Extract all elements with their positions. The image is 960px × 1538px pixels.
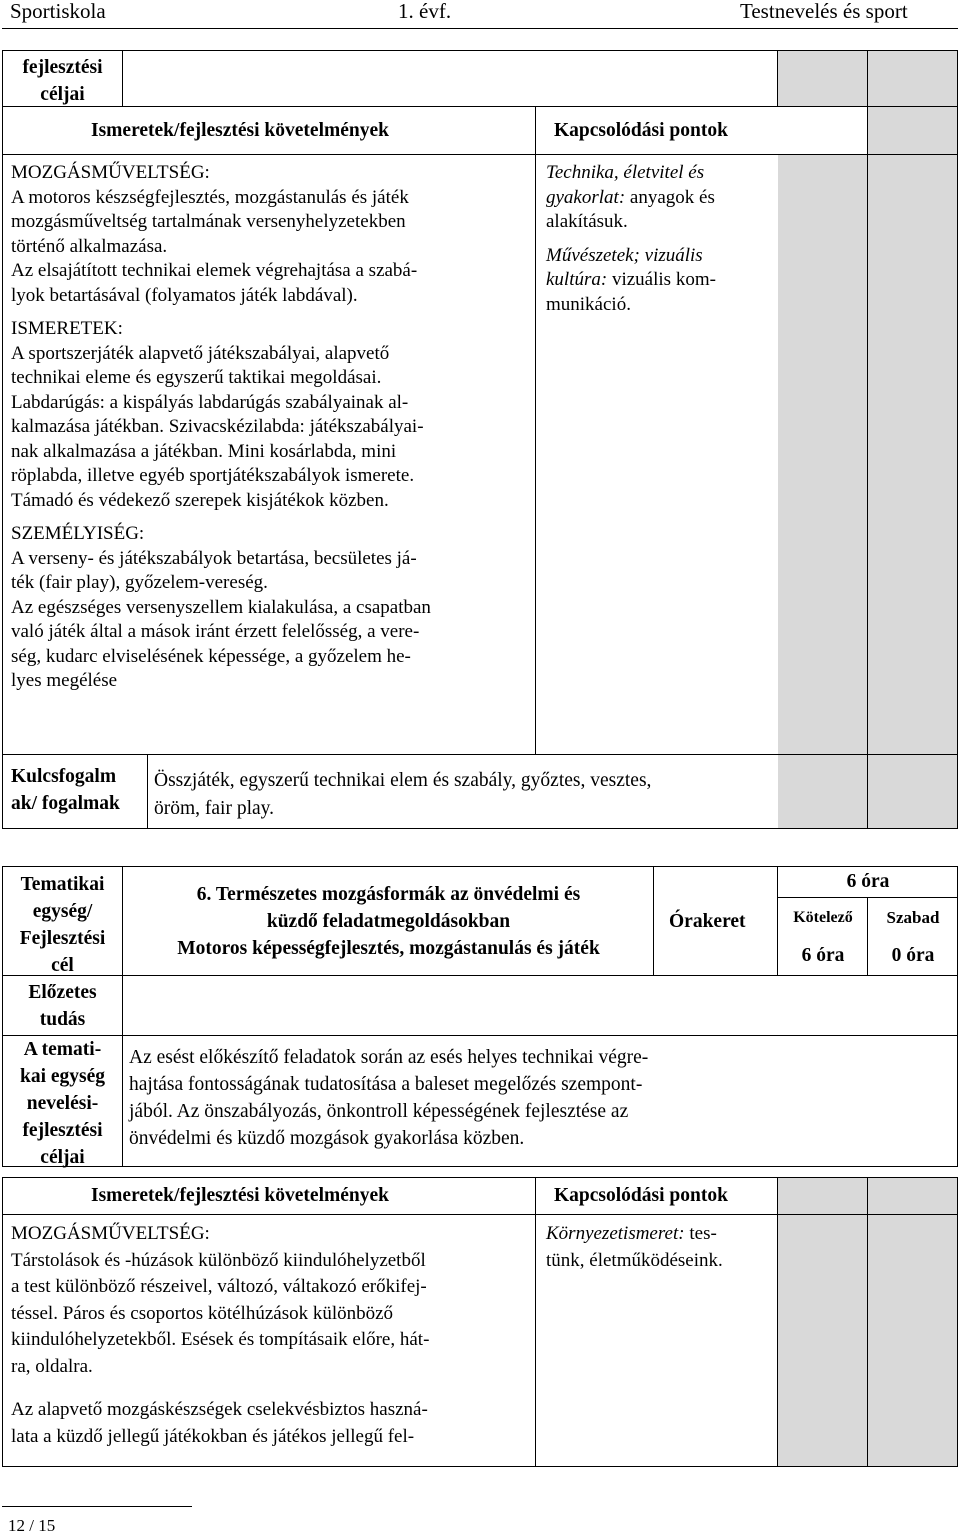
unit1-knowledge-line: Labdarúgás: a kispályás labdarúgás szabályainak al- — [11, 391, 409, 413]
unit1-knowledge-line: A sportszerjáték alapvető játékszabályai, alapvető — [11, 342, 390, 364]
unit2-motor2-line: Az alapvető mozgáskészségek cselekvésbiztos haszná- — [11, 1399, 428, 1420]
unit2-free-label: Szabad — [886, 908, 940, 927]
unit2-label-cell — [2, 866, 123, 976]
unit2-prior-content-cell — [123, 976, 958, 1036]
unit2-label-line: Fejlesztési — [19, 928, 106, 949]
unit2-motor-line: a test különböző részeivel, változó, váltakozó erőkifej- — [11, 1276, 427, 1297]
unit1-conn1-line: gyakorlat: — [546, 186, 626, 208]
unit1-knowledge-title: ISMERETEK: — [11, 318, 123, 339]
unit1-conn2-line: munikáció. — [546, 293, 631, 315]
unit2-title-line: küzdő feladatmegoldásokban — [266, 911, 511, 932]
unit1-goals-label-cell — [2, 50, 123, 107]
unit1-key-text-cell — [148, 755, 778, 829]
unit1-key-label-line: Kulcsfogalm — [11, 766, 117, 787]
unit2-motor-line: Társtolások és -húzások különböző kiindulóhelyzetből — [11, 1249, 426, 1271]
gray-cell — [868, 155, 958, 755]
header-year: 1. évf. — [398, 0, 452, 23]
unit1-conn1-line: Technika, életvitel és — [546, 162, 705, 183]
unit2-conn-line: tünk, életműködéseink. — [546, 1249, 723, 1271]
unit2-conn-header: Kapcsolódási pontok — [554, 1185, 728, 1206]
unit1-motor-line: A motoros készségfejlesztés, mozgástanulás és játék — [11, 186, 409, 208]
unit2-label-line: cél — [51, 955, 74, 976]
gray-cell — [868, 755, 958, 829]
gray-cell — [868, 1177, 958, 1215]
unit2-mandatory-label: Kötelező — [793, 909, 853, 926]
unit1-conn2-line: Művészetek; vizuális — [546, 244, 703, 266]
unit2-motor2-line: lata a küzdő jellegű játékokban és játékos jellegű fel- — [11, 1425, 415, 1447]
unit1-personality-line: ség, kudarc elviselésének képessége, a győzelem he- — [11, 645, 411, 667]
unit1-knowledge-line: kalmazása játékban. Szivacskézilabda: játékszabályai- — [11, 416, 424, 437]
unit2-motor-title: MOZGÁSMŰVELTSÉG: — [11, 1223, 210, 1244]
footer-rule — [2, 1506, 192, 1507]
unit2-label-line: Tematikai — [20, 874, 105, 895]
unit1-personality-line: lyes megélése — [11, 670, 118, 691]
unit2-req-header: Ismeretek/fejlesztési követelmények — [91, 1185, 389, 1206]
unit1-req-header: Ismeretek/fejlesztési követelmények — [91, 120, 389, 141]
unit2-free-cell — [868, 898, 958, 976]
unit2-prior-label-line: tudás — [39, 1009, 86, 1030]
unit1-goals-content-cell — [123, 50, 778, 107]
unit2-motor-line: ra, oldalra. — [11, 1355, 93, 1377]
unit2-mandatory-hours: 6 óra — [801, 945, 845, 966]
unit1-conn2-line: vizuális kom- — [607, 269, 716, 290]
unit1-motor-line: történő alkalmazása. — [11, 235, 168, 257]
unit2-req-header-cell — [2, 1177, 536, 1215]
unit2-goals-line: önvédelmi és küzdő mozgások gyakorlása közben. — [129, 1128, 525, 1149]
unit2-goals-line: Az esést előkészítő feladatok során az esés helyes technikai végre- — [129, 1047, 649, 1068]
unit1-knowledge-line: röplabda, illetve egyéb sportjátékszabályok ismerete. — [11, 465, 415, 486]
unit2-conn-header-cell — [536, 1177, 778, 1215]
unit2-goals-line: jából. Az önszabályozás, önkontroll képességének fejlesztése az — [129, 1101, 629, 1122]
unit2-label-line: egység/ — [32, 901, 93, 922]
header-subject: Testnevelés és sport — [740, 0, 908, 23]
unit2-frame-label: Órakeret — [669, 911, 746, 932]
unit2-free-hours: 0 óra — [891, 945, 935, 966]
unit2-conn-line: Környezetismeret: — [546, 1223, 685, 1244]
unit1-motor-line: lyok betartásával (folyamatos játék labdával). — [11, 284, 358, 306]
gray-cell — [778, 1177, 868, 1215]
unit2-req-content-cell — [2, 1215, 536, 1467]
gray-cell — [868, 1215, 958, 1467]
grid-cell — [778, 107, 868, 155]
unit2-goals-label-line: nevelési- — [26, 1093, 99, 1114]
unit2-title-line: 6. Természetes mozgásformák az önvédelmi és — [196, 884, 581, 905]
unit1-personality-line: Az egészséges versenyszellem kialakulása, a csapatban — [11, 596, 431, 618]
unit2-title-line: Motoros képességfejlesztés, mozgástanulás és játék — [177, 938, 600, 959]
gray-cell — [868, 50, 958, 107]
unit1-key-text-line: Összjáték, egyszerű technikai elem és szabály, győztes, vesztes, — [154, 770, 652, 791]
unit1-personality-title: SZEMÉLYISÉG: — [11, 523, 145, 544]
unit2-frame-cell — [654, 866, 778, 976]
unit2-goals-label-line: kai egység — [19, 1066, 106, 1087]
unit1-personality-line: A verseny- és játékszabályok betartása, becsületes já- — [11, 547, 417, 569]
unit2-goals-label-cell — [2, 1036, 123, 1167]
unit2-motor-line: téssel. Páros és csoportos kötélhúzások különböző — [11, 1302, 394, 1324]
unit1-knowledge-line: nak alkalmazása a játékban. Mini kosárlabda, mini — [11, 440, 397, 462]
unit1-motor-line: Az elsajátított technikai elemek végrehajtása a szabá- — [11, 260, 418, 281]
unit2-goals-content-cell — [123, 1036, 958, 1167]
unit1-motor-title: MOZGÁSMŰVELTSÉG: — [11, 162, 210, 183]
unit2-prior-label-line: Előzetes — [28, 982, 97, 1003]
header-school: Sportiskola — [10, 0, 106, 23]
unit1-req-header-cell — [2, 107, 536, 155]
unit1-conn-content-cell — [536, 155, 778, 755]
unit1-key-label-line: ak/ fogalmak — [11, 793, 120, 814]
gray-cell — [868, 107, 958, 155]
gray-cell — [778, 50, 868, 107]
gray-cell — [778, 155, 868, 755]
unit1-conn1-line: alakításuk. — [546, 211, 628, 232]
unit2-total-hours: 6 óra — [846, 871, 890, 892]
unit2-prior-label-cell — [2, 976, 123, 1036]
unit1-motor-line: mozgásműveltség tartalmának versenyhelyzetekben — [11, 211, 406, 232]
unit2-conn-content-cell — [536, 1215, 778, 1467]
unit2-title-cell — [123, 866, 654, 976]
unit1-knowledge-line: technikai eleme és egyszerű taktikai megoldásai. — [11, 367, 382, 388]
unit1-conn1-line: anyagok és — [625, 186, 715, 208]
unit2-mandatory-cell — [778, 898, 868, 976]
unit1-knowledge-line: Támadó és védekező szerepek kisjátékok közben. — [11, 489, 389, 511]
unit1-req-content-cell — [2, 155, 536, 755]
unit1-key-label-cell — [2, 755, 148, 829]
unit2-total-hours-cell — [778, 866, 958, 898]
unit1-conn2-line: kultúra: — [546, 269, 608, 290]
unit2-goals-label-line: A temati- — [23, 1039, 102, 1060]
page-number: 12 / 15 — [8, 1516, 56, 1535]
gray-cell — [778, 755, 868, 829]
unit1-conn-header-cell — [536, 107, 778, 155]
unit2-conn-line: tes- — [684, 1223, 717, 1244]
header-rule — [2, 28, 958, 29]
unit2-motor-line: kiindulóhelyzetekből. Esések és tompításaik előre, hát- — [11, 1329, 430, 1350]
unit1-key-text-line: öröm, fair play. — [154, 798, 275, 819]
unit2-goals-line: hajtása fontosságának tudatosítása a baleset megelőzés szempont- — [129, 1074, 643, 1095]
unit1-personality-line: ték (fair play), győzelem-vereség. — [11, 572, 268, 593]
unit1-goals-label: fejlesztési céljai — [22, 57, 103, 105]
unit1-conn-header: Kapcsolódási pontok — [554, 120, 728, 141]
unit1-personality-line: való játék által a mások iránt érzett felelősség, a vere- — [11, 621, 420, 642]
unit2-goals-label-line: céljai — [40, 1147, 85, 1168]
unit2-goals-label-line: fejlesztési — [22, 1120, 103, 1141]
gray-cell — [778, 1215, 868, 1467]
